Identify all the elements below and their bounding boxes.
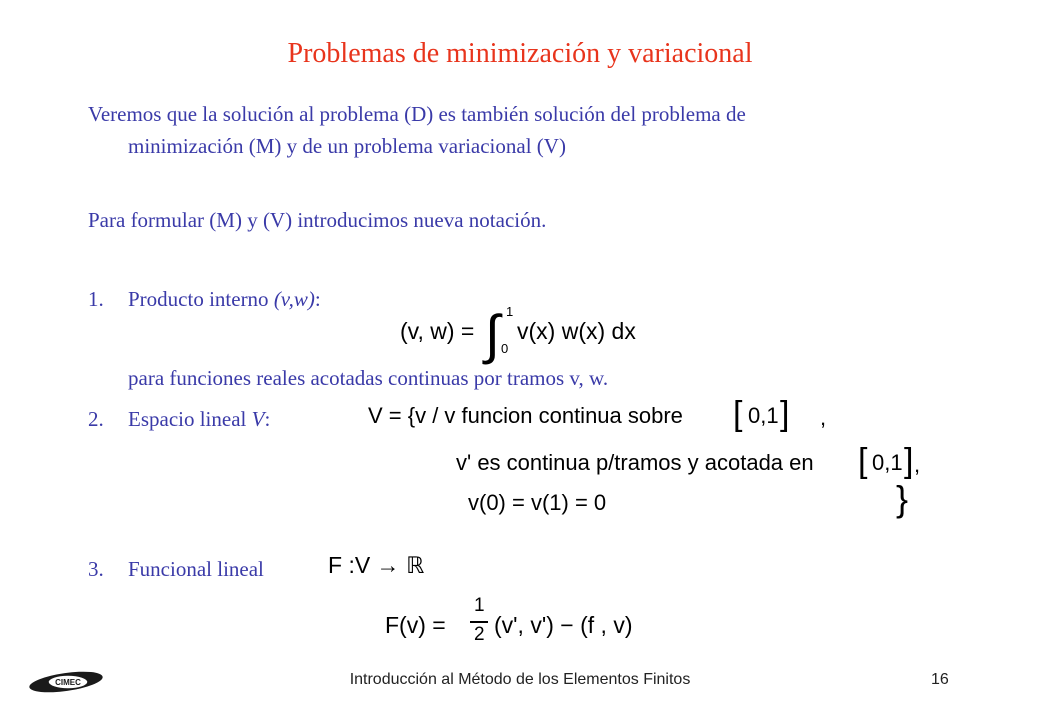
- intro-line-2: minimización (M) y de un problema variacional (V): [128, 134, 566, 158]
- intro-line-1: Veremos que la solución al problema (D) es también solución del problema de: [88, 102, 746, 126]
- inner-product-lhs: (v, w) =: [400, 318, 475, 344]
- item-1-note: para funciones reales acotadas continuas por tramos v, w.: [128, 366, 609, 390]
- item-2-text: Espacio lineal: [128, 407, 247, 431]
- space-v-interval-1: 0,1: [748, 403, 779, 428]
- space-v-line-2: v' es continua p/tramos y acotada en: [456, 450, 814, 475]
- item-1-label: [128, 287, 321, 312]
- item-1-variable: (v,w): [273, 287, 315, 311]
- inner-product-integrand: v(x) w(x) dx: [517, 318, 636, 344]
- interval-left-bracket-2: [: [858, 442, 868, 480]
- item-1-number: 1.: [88, 287, 104, 311]
- functional-rhs: (v', v') − (f , v): [494, 612, 633, 638]
- item-2-variable: V: [251, 407, 265, 431]
- item-1-colon: :: [314, 287, 321, 311]
- interval-right-bracket-1: ]: [780, 395, 790, 433]
- item-2-number: 2.: [88, 407, 104, 431]
- interval-left-bracket-1: [: [733, 395, 743, 433]
- page-number: 16: [931, 671, 949, 688]
- fraction-bar: [470, 621, 488, 623]
- functional-lhs: F(v) =: [385, 612, 446, 638]
- item-3-label: Funcional lineal: [128, 557, 264, 581]
- closing-brace: }: [896, 478, 909, 519]
- item-1-text: Producto interno: [128, 287, 269, 311]
- integral-lower-limit: 0: [501, 341, 509, 356]
- item-2-label: [128, 407, 270, 432]
- cimec-logo-text: CIMEC: [55, 678, 81, 687]
- integral-upper-limit: 1: [506, 304, 514, 319]
- space-v-interval-2: 0,1: [872, 450, 903, 475]
- item-2-colon: :: [264, 407, 271, 431]
- space-v-line-3: v(0) = v(1) = 0: [468, 490, 607, 515]
- slide-title: Problemas de minimización y variacional: [287, 38, 753, 69]
- fraction-numerator: 1: [474, 595, 485, 616]
- space-v-line-1: V = {v / v funcion continua sobre: [368, 403, 683, 428]
- footer-title: Introducción al Método de los Elementos Finitos: [349, 671, 691, 688]
- functional-mapping: F :V → ℝ: [328, 552, 425, 578]
- item-3-number: 3.: [88, 557, 104, 581]
- space-v-line-2-comma: ,: [914, 452, 921, 477]
- interval-right-bracket-2: ]: [904, 442, 914, 480]
- fraction-denominator: 2: [474, 624, 485, 645]
- notation-paragraph: Para formular (M) y (V) introducimos nueva notación.: [88, 208, 547, 232]
- space-v-line-1-comma: ,: [820, 405, 827, 430]
- integral-sign: ∫: [485, 303, 500, 366]
